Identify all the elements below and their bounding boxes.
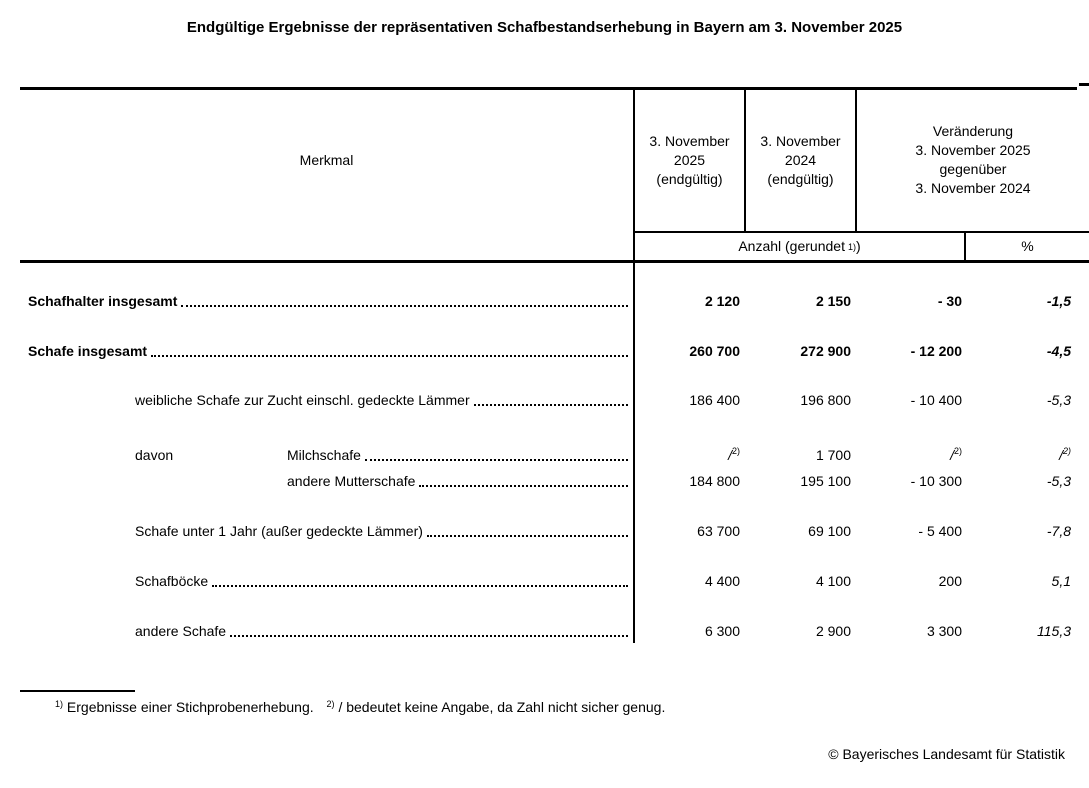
subheader-anzahl: Anzahl (gerundet 1) ) xyxy=(738,238,861,254)
dotted-leader xyxy=(230,621,628,637)
dotted-leader xyxy=(365,445,628,461)
no-data-slash: / xyxy=(728,447,732,463)
value-cell xyxy=(633,445,744,465)
table-row xyxy=(20,445,1089,465)
value-cell: 184 800 xyxy=(689,473,740,489)
footnote-2-marker: 2) xyxy=(953,446,962,456)
footnote-2-marker: 2) xyxy=(731,446,740,456)
value-cell xyxy=(966,445,1089,465)
merkmal-header-label: Merkmal xyxy=(299,151,354,168)
value-cell xyxy=(855,445,966,465)
col-header-2024-line3: (endgültig) xyxy=(767,170,834,187)
value-cell: -5,3 xyxy=(1046,392,1071,408)
row-label: Milchschafe xyxy=(287,447,361,463)
value-cell: -1,5 xyxy=(1046,293,1071,309)
value-cell: - 5 400 xyxy=(918,523,962,539)
footnote xyxy=(55,699,665,715)
row-label-area xyxy=(20,621,633,641)
row-label: Schafhalter insgesamt xyxy=(28,293,178,309)
table-row xyxy=(20,341,1089,361)
col-header-2024-line2: 2024 xyxy=(784,151,817,168)
value-cell: 200 xyxy=(938,573,962,589)
value-cell: 1 700 xyxy=(815,447,851,463)
value-cell: 115,3 xyxy=(1037,623,1071,639)
row-label: Schafböcke xyxy=(135,573,209,589)
row-label-area xyxy=(20,390,633,410)
no-data-slash: / xyxy=(950,447,954,463)
value-cell: 260 700 xyxy=(689,343,740,359)
row-label: andere Mutterschafe xyxy=(287,473,416,489)
subheader-anzahl-close: ) xyxy=(855,238,861,254)
table-row xyxy=(20,390,1089,410)
col-header-change-line1: Veränderung xyxy=(932,123,1014,139)
row-label-area xyxy=(20,471,633,491)
footnote-2-marker: 2) xyxy=(1062,446,1071,456)
col-header-change-line3: gegenüber xyxy=(939,161,1007,177)
value-cell: - 10 400 xyxy=(910,392,962,408)
value-cell: 195 100 xyxy=(800,473,851,489)
dotted-leader xyxy=(181,291,628,307)
col-header-change-line4: 3. November 2024 xyxy=(915,180,1031,196)
dotted-leader xyxy=(212,571,628,587)
value-cell: -7,8 xyxy=(1046,523,1071,539)
value-cell: 2 120 xyxy=(704,293,740,309)
col-header-2024 xyxy=(746,90,855,230)
row-label: andere Schafe xyxy=(135,623,227,639)
dotted-leader xyxy=(151,341,628,357)
row-label: Schafe unter 1 Jahr (außer gedeckte Lämmer) xyxy=(135,523,423,539)
table-row xyxy=(20,471,1089,491)
value-cell: 63 700 xyxy=(697,523,740,539)
col-header-change xyxy=(857,90,1089,230)
row-label-area xyxy=(20,521,633,541)
value-cell: 2 900 xyxy=(815,623,851,639)
row-label-area xyxy=(20,571,633,591)
value-cell: - 12 200 xyxy=(910,343,962,359)
subheader-bottom-border xyxy=(20,260,1089,263)
value-cell: - 10 300 xyxy=(910,473,962,489)
row-label-area xyxy=(20,445,633,465)
subheader-percent-label: % xyxy=(1021,238,1034,254)
subheader-percent xyxy=(966,233,1089,260)
no-data-slash: / xyxy=(1059,447,1063,463)
value-cell: 272 900 xyxy=(800,343,851,359)
col-header-2025-line3: (endgültig) xyxy=(656,170,723,187)
col-header-2024-line1: 3. November xyxy=(760,132,841,149)
footnote-rule xyxy=(20,690,135,692)
value-cell: 69 100 xyxy=(808,523,851,539)
value-cell: -5,3 xyxy=(1046,473,1071,489)
row-prefix: davon xyxy=(135,447,174,463)
dotted-leader xyxy=(427,521,628,537)
table-row xyxy=(20,521,1089,541)
dotted-leader xyxy=(474,390,628,406)
table-row xyxy=(20,291,1089,311)
col-header-change-line2: 3. November 2025 xyxy=(915,142,1031,158)
row-label: Schafe insgesamt xyxy=(28,343,148,359)
row-label: weibliche Schafe zur Zucht einschl. gedeckte Lämmer xyxy=(135,392,470,408)
footnote-2-text: / bedeutet keine Angabe, da Zahl nicht sicher genug. xyxy=(338,699,666,715)
table-top-border-segment xyxy=(1079,83,1089,86)
footnote-1-sup: 1) xyxy=(55,699,64,709)
footnote-2-sup: 2) xyxy=(326,699,335,709)
value-cell: -4,5 xyxy=(1046,343,1071,359)
subheader-anzahl-label: Anzahl (gerundet xyxy=(738,238,845,254)
dotted-leader xyxy=(419,471,628,487)
value-cell: 4 100 xyxy=(815,573,851,589)
value-cell: 196 800 xyxy=(800,392,851,408)
merkmal-header xyxy=(20,90,633,230)
copyright-notice: © Bayerisches Landesamt für Statistik xyxy=(828,746,1065,762)
col-header-2025-line1: 3. November xyxy=(649,132,730,149)
value-cell: 186 400 xyxy=(689,392,740,408)
row-label-area xyxy=(20,341,633,361)
table-row xyxy=(20,571,1089,591)
col-header-2025 xyxy=(635,90,744,230)
table-row xyxy=(20,621,1089,641)
page-title: Endgültige Ergebnisse der repräsentativen Schafbestandserhebung in Bayern am 3. November 2025 xyxy=(186,19,903,36)
value-cell: - 30 xyxy=(937,293,962,309)
value-cell: 5,1 xyxy=(1051,573,1071,589)
row-label-area xyxy=(20,291,633,311)
value-cell: 4 400 xyxy=(704,573,740,589)
value-cell: 6 300 xyxy=(704,623,740,639)
col-header-2025-line2: 2025 xyxy=(673,151,706,168)
footnote-1-text: Ergebnisse einer Stichprobenerhebung. xyxy=(66,699,314,715)
value-cell: 3 300 xyxy=(926,623,962,639)
value-cell: 2 150 xyxy=(815,293,851,309)
